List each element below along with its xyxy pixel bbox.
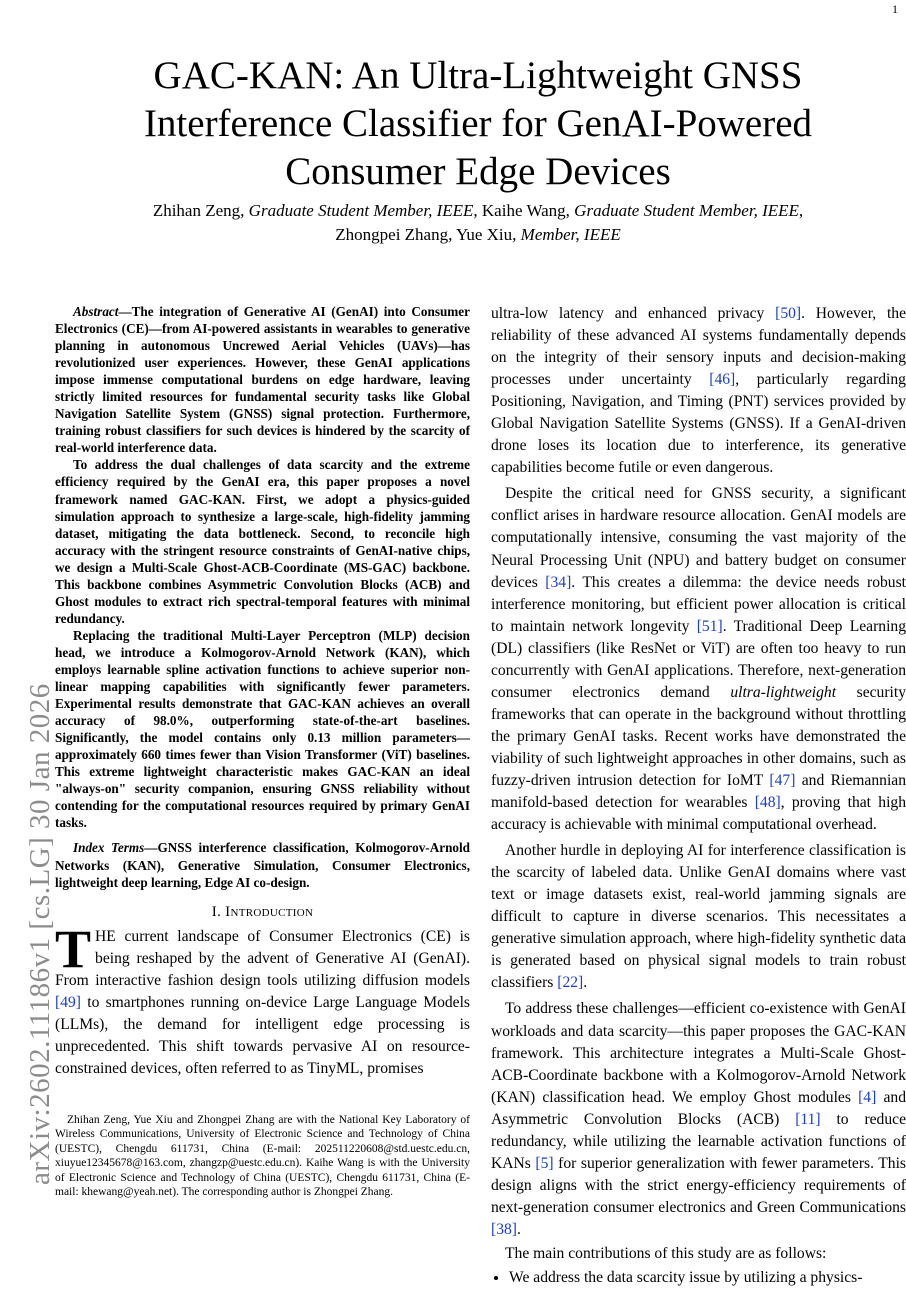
citation-link[interactable]: [34] bbox=[545, 573, 572, 591]
index-terms bbox=[55, 839, 470, 890]
abstract-lead: Abstract bbox=[73, 304, 119, 319]
citation-link[interactable]: [38] bbox=[491, 1220, 517, 1238]
text-run: security frameworks that can operate in the background without throttling the primary GenAI tasks. Recent works have demonstrated the viability of such lightweight approaches in other domains, such as fuzzy-driven intrusion detection for IoMT bbox=[491, 683, 906, 789]
body-paragraph bbox=[491, 303, 906, 479]
citation-link[interactable]: [47] bbox=[769, 771, 796, 789]
text-run: ultra-low latency and enhanced privacy bbox=[491, 305, 776, 322]
citation-link[interactable]: [48] bbox=[754, 794, 781, 812]
text-run: , particularly regarding Positioning, Navigation, and Timing (PNT) services provided by Global Navigation Satellite Systems (GNSS). If a GenAI-driven drone loses its location due to interference, its generative capabilities become futile or even dangerous. bbox=[491, 371, 906, 477]
author-line-1 bbox=[60, 199, 896, 223]
citation-link[interactable]: [22] bbox=[557, 974, 584, 992]
intro-paragraph bbox=[55, 918, 470, 1080]
index-terms-lead: Index Terms bbox=[73, 840, 145, 856]
text-run: . Traditional Deep Learning (DL) classifiers (like ResNet or ViT) are often too heavy to run concurrently with GenAI applications. Therefore, next-generation consumer electronics demand bbox=[491, 617, 906, 701]
text-run: for superior generalization with fewer parameters. This design aligns with the strict energy-efficiency requirements of next-generation consumer electronics and Green Communications bbox=[491, 1154, 906, 1216]
citation-link[interactable]: [11] bbox=[795, 1110, 821, 1128]
right-column bbox=[491, 303, 906, 1289]
contributions-list bbox=[491, 1267, 906, 1289]
text-run: Despite the critical need for GNSS security, a significant conflict arises in hardware resource allocation. GenAI models are computationally intensive, consuming the vast majority of the Neural Processing Unit (NPU) and battery budget on consumer devices bbox=[491, 485, 906, 591]
title-line-1: GAC-KAN: An Ultra-Lightweight GNSS bbox=[153, 54, 803, 97]
title-line-3: Consumer Edge Devices bbox=[285, 150, 671, 193]
text-run: . bbox=[516, 1220, 521, 1238]
author-footnote: Zhihan Zeng, Yue Xiu and Zhongpei Zhang are with the National Key Laboratory of Wireless Communications, University of Electronic Science and Technology of China (UESTC), Chengdu 611731, China (E-mail: 202511220608@std.uestc.edu.cn, xiuyue12345678@163.com, zhangzp@uestc.edu.cn). Kaihe Wang is with the University of Electronic Science and Technology of China (UESTC), Chengdu 611731, China (E-mail: khewang@yeah.net). The corresponding author is Zhongpei Zhang. bbox=[55, 1114, 470, 1199]
citation-link[interactable]: [50] bbox=[775, 305, 802, 322]
arxiv-identifier-stamp[interactable]: arXiv:2602.11186v1 [cs.LG] 30 Jan 2026 bbox=[24, 683, 56, 1185]
author-affiliation: Graduate Student Member, IEEE bbox=[574, 201, 799, 220]
citation-link[interactable]: [49] bbox=[55, 993, 81, 1011]
text-run: and Asymmetric Convolution Blocks (ACB) bbox=[491, 1088, 906, 1128]
text-run: . This creates a dilemma: the device needs robust interference monitoring, but efficient power allocation is critical to maintain network longevity bbox=[491, 573, 906, 635]
emphasis: ultra-lightweight bbox=[730, 683, 837, 701]
author-affiliation: Member, IEEE bbox=[520, 225, 621, 244]
list-item: • We address the data scarcity issue by utilizing a physics- bbox=[509, 1267, 906, 1289]
title-line-2: Interference Classifier for GenAI-Powered bbox=[143, 102, 813, 145]
text-run: to smartphones running on-device Large Language Models (LLMs), the demand for intelligent edge processing is unprecedented. This shift towards pervasive AI on resource-constrained devices, often referred to as TinyML, promises bbox=[55, 993, 470, 1077]
body-paragraph: The main contributions of this study are as follows: bbox=[505, 1244, 827, 1262]
body-paragraph bbox=[491, 998, 906, 1241]
citation-link[interactable]: [46] bbox=[709, 371, 736, 389]
text-run: HE current landscape of Consumer Electronics (CE) is being reshaped by the advent of Generative AI (GenAI). From interactive fashion design tools utilizing diffusion models bbox=[55, 927, 470, 989]
text-run: , proving that high accuracy is achievable with minimal computational overhead. bbox=[491, 794, 906, 834]
text-run: to reduce redundancy, while utilizing the learnable activation functions of KANs bbox=[491, 1110, 906, 1172]
citation-link[interactable]: [5] bbox=[535, 1154, 554, 1172]
page-number: 1 bbox=[892, 2, 898, 16]
author-name: Zhongpei Zhang, Yue Xiu, bbox=[335, 225, 521, 244]
author-name: , Kaihe Wang, bbox=[473, 201, 575, 220]
author-list bbox=[60, 199, 896, 247]
section-heading: I. Introduction bbox=[211, 903, 314, 920]
citation-link[interactable]: [4] bbox=[858, 1088, 877, 1106]
abstract-paragraph: To address the dual challenges of data scarcity and the extreme efficiency required by the GenAI era, this paper proposes a novel framework named GAC-KAN. First, we adopt a physics-guided simulation approach to synthesize a large-scale, high-fidelity jamming dataset, mitigating the data bottleneck. Second, to reconcile high accuracy with the stringent resource constraints of GenAI-native chips, we design a Multi-Scale Ghost-ACB-Coordinate (MS-GAC) backbone. This backbone combines Asymmetric Convolution Blocks (ACB) and Ghost modules to extract rich spectral-temporal features with minimal redundancy. bbox=[55, 457, 470, 626]
author-name: Zhihan Zeng, bbox=[152, 201, 249, 220]
text-run: . However, the reliability of these advanced AI systems fundamentally depends on the integrity of their sensory inputs and decision-making processes under uncertainty bbox=[491, 305, 906, 389]
author-affiliation: Graduate Student Member, IEEE bbox=[248, 201, 474, 220]
text-run: Another hurdle in deploying AI for interference classification is the scarcity of labeled data. Unlike GenAI domains where vast text or image datasets exist, real-world jamming signals are difficult to capture in diverse scenarios. This necessitates a generative simulation approach, where high-fidelity synthetic data is generated based on physical signal models to train robust classifiers bbox=[491, 842, 906, 992]
body-paragraph bbox=[491, 483, 906, 836]
text-run: To address these challenges—efficient co-existence with GenAI workloads and data scarcity—this paper proposes the GAC-KAN framework. This architecture integrates a Multi-Scale Ghost-ACB-Coordinate backbone with a Kolmogorov-Arnold Network (KAN) classification head. We employ Ghost modules bbox=[491, 1000, 906, 1106]
body-paragraph bbox=[491, 840, 906, 994]
abstract-text: —The integration of Generative AI (GenAI) into Consumer Electronics (CE)—from AI-powered assistants in wearables to generative planning in autonomous Uncrewed Aerial Vehicles (UAVs)—has revolutionized user experiences. However, these GenAI applications impose immense computational burdens on edge hardware, leaving strictly limited resources for fundamental security tasks like Global Navigation Satellite System (GNSS) signal protection. Furthermore, training robust classifiers for such devices is hindered by the scarcity of real-world interference data. bbox=[55, 304, 470, 456]
author-separator: , bbox=[798, 201, 804, 220]
abstract-paragraph bbox=[55, 303, 470, 456]
paper-title bbox=[60, 52, 896, 196]
left-column bbox=[55, 303, 470, 1080]
text-run: and Riemannian manifold-based detection for wearables bbox=[491, 771, 906, 812]
text-run: . bbox=[583, 974, 588, 992]
citation-link[interactable]: [51] bbox=[696, 617, 723, 635]
index-terms-text: —GNSS interference classification, Kolmogorov-Arnold Networks (KAN), Generative Simulation, Consumer Electronics, lightweight deep learning, Edge AI co-design. bbox=[55, 840, 470, 890]
author-line-2 bbox=[60, 223, 896, 247]
drop-cap: T bbox=[55, 918, 92, 979]
abstract-paragraph: Replacing the traditional Multi-Layer Perceptron (MLP) decision head, we introduce a Kolmogorov-Arnold Network (KAN), which employs learnable spline activation functions to achieve superior non-linear mapping capabilities with significantly fewer parameters. Experimental results demonstrate that GAC-KAN achieves an overall accuracy of 98.0%, outperforming state-of-the-art baselines. Significantly, the model contains only 0.13 million parameters—approximately 660 times fewer than Vision Transformer (ViT) baselines. This extreme lightweight characteristic makes GAC-KAN an ideal "always-on" security companion, ensuring GNSS reliability without contending for the computational resources required by primary GenAI tasks. bbox=[55, 627, 470, 831]
